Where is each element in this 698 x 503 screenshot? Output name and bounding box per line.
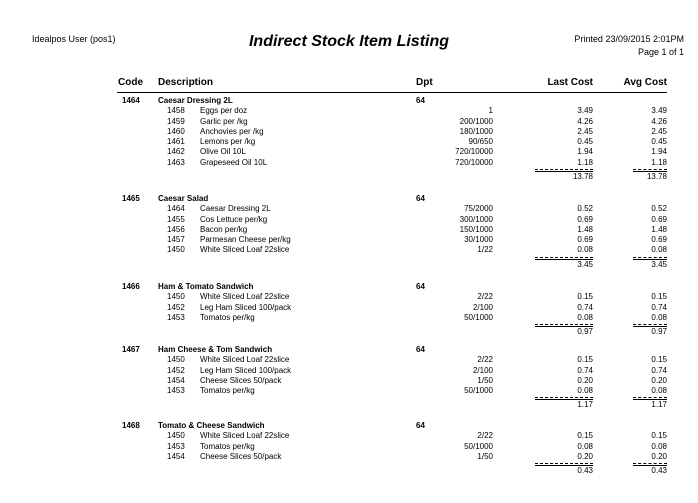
item-code: 1454 bbox=[167, 451, 185, 461]
item-description: Parmesan Cheese per/kg bbox=[200, 235, 291, 245]
total-avg-cost: 1.17 bbox=[651, 400, 667, 410]
item-avg-cost: 1.94 bbox=[651, 147, 667, 157]
item-code: 1452 bbox=[167, 302, 185, 312]
stock-group bbox=[0, 345, 698, 410]
item-avg-cost: 4.26 bbox=[651, 116, 667, 126]
report-user: Idealpos User (pos1) bbox=[32, 34, 116, 44]
item-code: 1452 bbox=[167, 365, 185, 375]
item-avg-cost: 0.74 bbox=[651, 302, 667, 312]
item-avg-cost: 0.08 bbox=[651, 386, 667, 396]
item-quantity: 2/100 bbox=[472, 302, 493, 312]
item-quantity: 1 bbox=[488, 106, 493, 116]
group-code: 1467 bbox=[122, 345, 140, 354]
total-avg-cost: 0.43 bbox=[651, 466, 667, 476]
item-description: Anchovies per /kg bbox=[200, 126, 264, 136]
printed-timestamp: Printed 23/09/2015 2:01PM bbox=[574, 34, 684, 44]
item-last-cost: 1.48 bbox=[577, 224, 593, 234]
item-last-cost: 0.08 bbox=[577, 312, 593, 322]
item-quantity: 2/22 bbox=[477, 431, 493, 441]
print-info bbox=[574, 33, 684, 59]
stock-group bbox=[0, 96, 698, 182]
item-code: 1453 bbox=[167, 386, 185, 396]
item-last-cost: 0.15 bbox=[577, 292, 593, 302]
total-last-cost: 1.17 bbox=[577, 400, 593, 410]
item-description: Cheese Slices 50/pack bbox=[200, 375, 282, 385]
item-avg-cost: 0.08 bbox=[651, 441, 667, 451]
item-avg-cost: 0.08 bbox=[651, 245, 667, 255]
item-quantity: 300/1000 bbox=[459, 214, 493, 224]
item-code: 1453 bbox=[167, 441, 185, 451]
item-description: Caesar Dressing 2L bbox=[200, 204, 271, 214]
item-code: 1462 bbox=[167, 147, 185, 157]
item-description: Eggs per doz bbox=[200, 106, 248, 116]
group-total-row bbox=[0, 260, 698, 270]
group-total-row bbox=[0, 400, 698, 410]
item-description: Cheese Slices 50/pack bbox=[200, 451, 282, 461]
item-description: Leg Ham Sliced 100/pack bbox=[200, 302, 292, 312]
stock-group bbox=[0, 194, 698, 270]
group-dpt: 64 bbox=[416, 421, 425, 430]
item-quantity: 720/10000 bbox=[455, 147, 493, 157]
group-total-row bbox=[0, 172, 698, 182]
item-last-cost: 0.15 bbox=[577, 431, 593, 441]
item-code: 1453 bbox=[167, 312, 185, 322]
total-avg-cost: 3.45 bbox=[651, 259, 667, 269]
item-description: White Sliced Loaf 22slice bbox=[200, 292, 290, 302]
item-last-cost: 0.08 bbox=[577, 245, 593, 255]
total-last-cost: 3.45 bbox=[577, 259, 593, 269]
item-avg-cost: 0.69 bbox=[651, 214, 667, 224]
item-code: 1464 bbox=[167, 204, 185, 214]
group-description: Tomato & Cheese Sandwich bbox=[158, 421, 265, 430]
total-last-cost: 0.97 bbox=[577, 327, 593, 337]
item-row bbox=[0, 431, 698, 441]
item-row bbox=[0, 366, 698, 376]
item-description: Tomatos per/kg bbox=[200, 312, 255, 322]
group-description: Ham Cheese & Tom Sandwich bbox=[158, 345, 273, 354]
item-avg-cost: 0.74 bbox=[651, 365, 667, 375]
item-avg-cost: 0.20 bbox=[651, 375, 667, 385]
item-code: 1450 bbox=[167, 431, 185, 441]
col-header-description: Description bbox=[158, 77, 214, 88]
item-quantity: 30/1000 bbox=[464, 235, 493, 245]
item-quantity: 50/1000 bbox=[464, 441, 493, 451]
item-code: 1463 bbox=[167, 157, 185, 167]
item-quantity: 720/10000 bbox=[455, 157, 493, 167]
report-title: Indirect Stock Item Listing bbox=[248, 33, 450, 50]
item-last-cost: 0.69 bbox=[577, 214, 593, 224]
total-avg-cost: 13.78 bbox=[646, 172, 667, 182]
item-quantity: 150/1000 bbox=[459, 224, 493, 234]
item-row bbox=[0, 303, 698, 313]
group-dpt: 64 bbox=[416, 345, 425, 354]
item-row bbox=[0, 225, 698, 235]
stock-group bbox=[0, 421, 698, 476]
item-row bbox=[0, 127, 698, 137]
item-avg-cost: 0.15 bbox=[651, 431, 667, 441]
item-code: 1456 bbox=[167, 224, 185, 234]
stock-group bbox=[0, 282, 698, 337]
item-row bbox=[0, 158, 698, 168]
item-code: 1455 bbox=[167, 214, 185, 224]
item-row bbox=[0, 235, 698, 245]
item-avg-cost: 1.18 bbox=[651, 157, 667, 167]
group-dpt: 64 bbox=[416, 282, 425, 291]
item-code: 1454 bbox=[167, 375, 185, 385]
item-quantity: 2/22 bbox=[477, 292, 493, 302]
group-header-row bbox=[0, 421, 698, 431]
item-quantity: 75/2000 bbox=[464, 204, 493, 214]
item-avg-cost: 3.49 bbox=[651, 106, 667, 116]
group-description: Caesar Dressing 2L bbox=[158, 96, 233, 105]
item-avg-cost: 2.45 bbox=[651, 126, 667, 136]
group-dpt: 64 bbox=[416, 194, 425, 203]
item-last-cost: 0.52 bbox=[577, 204, 593, 214]
item-description: White Sliced Loaf 22slice bbox=[200, 431, 290, 441]
item-quantity: 1/22 bbox=[477, 245, 493, 255]
item-row bbox=[0, 313, 698, 323]
item-last-cost: 0.08 bbox=[577, 441, 593, 451]
item-quantity: 180/1000 bbox=[459, 126, 493, 136]
item-avg-cost: 1.48 bbox=[651, 224, 667, 234]
item-last-cost: 0.45 bbox=[577, 137, 593, 147]
header-divider bbox=[117, 92, 667, 93]
item-quantity: 2/22 bbox=[477, 355, 493, 365]
col-header-code: Code bbox=[118, 77, 143, 88]
item-row bbox=[0, 215, 698, 225]
item-code: 1460 bbox=[167, 126, 185, 136]
item-code: 1450 bbox=[167, 355, 185, 365]
group-code: 1466 bbox=[122, 282, 140, 291]
group-header-row bbox=[0, 282, 698, 292]
group-dpt: 64 bbox=[416, 96, 425, 105]
total-last-cost: 0.43 bbox=[577, 466, 593, 476]
item-last-cost: 1.94 bbox=[577, 147, 593, 157]
group-total-row bbox=[0, 466, 698, 476]
group-code: 1465 bbox=[122, 194, 140, 203]
item-quantity: 200/1000 bbox=[459, 116, 493, 126]
item-code: 1461 bbox=[167, 137, 185, 147]
item-avg-cost: 0.08 bbox=[651, 312, 667, 322]
item-avg-cost: 0.69 bbox=[651, 235, 667, 245]
item-last-cost: 0.74 bbox=[577, 302, 593, 312]
item-last-cost: 0.74 bbox=[577, 365, 593, 375]
item-description: Bacon per/kg bbox=[200, 224, 248, 234]
item-code: 1450 bbox=[167, 245, 185, 255]
group-code: 1464 bbox=[122, 96, 140, 105]
item-last-cost: 0.15 bbox=[577, 355, 593, 365]
item-last-cost: 0.20 bbox=[577, 375, 593, 385]
item-last-cost: 4.26 bbox=[577, 116, 593, 126]
item-description: Grapeseed Oil 10L bbox=[200, 157, 268, 167]
item-row bbox=[0, 376, 698, 386]
item-row bbox=[0, 292, 698, 302]
item-last-cost: 2.45 bbox=[577, 126, 593, 136]
group-description: Caesar Salad bbox=[158, 194, 209, 203]
item-quantity: 50/1000 bbox=[464, 312, 493, 322]
item-description: Cos Lettuce per/kg bbox=[200, 214, 268, 224]
item-description: Tomatos per/kg bbox=[200, 441, 255, 451]
item-description: Olive Oil 10L bbox=[200, 147, 246, 157]
item-quantity: 50/1000 bbox=[464, 386, 493, 396]
item-row bbox=[0, 386, 698, 396]
item-description: Garlic per /kg bbox=[200, 116, 248, 126]
group-description: Ham & Tomato Sandwich bbox=[158, 282, 254, 291]
item-row bbox=[0, 355, 698, 365]
item-description: Leg Ham Sliced 100/pack bbox=[200, 365, 292, 375]
item-avg-cost: 0.15 bbox=[651, 292, 667, 302]
item-description: White Sliced Loaf 22slice bbox=[200, 245, 290, 255]
item-row bbox=[0, 204, 698, 214]
group-code: 1468 bbox=[122, 421, 140, 430]
col-header-avg-cost: Avg Cost bbox=[623, 77, 667, 88]
item-last-cost: 0.08 bbox=[577, 386, 593, 396]
item-row bbox=[0, 245, 698, 255]
item-avg-cost: 0.52 bbox=[651, 204, 667, 214]
item-quantity: 1/50 bbox=[477, 451, 493, 461]
group-total-row bbox=[0, 327, 698, 337]
item-description: White Sliced Loaf 22slice bbox=[200, 355, 290, 365]
item-quantity: 2/100 bbox=[472, 365, 493, 375]
item-code: 1450 bbox=[167, 292, 185, 302]
item-row bbox=[0, 106, 698, 116]
total-last-cost: 13.78 bbox=[572, 172, 593, 182]
item-avg-cost: 0.15 bbox=[651, 355, 667, 365]
item-row bbox=[0, 137, 698, 147]
item-quantity: 90/650 bbox=[468, 137, 493, 147]
item-code: 1457 bbox=[167, 235, 185, 245]
page-number: Page 1 of 1 bbox=[637, 47, 684, 57]
item-avg-cost: 0.45 bbox=[651, 137, 667, 147]
item-description: Lemons per /kg bbox=[200, 137, 256, 147]
group-header-row bbox=[0, 345, 698, 355]
group-header-row bbox=[0, 96, 698, 106]
item-row bbox=[0, 452, 698, 462]
item-last-cost: 0.69 bbox=[577, 235, 593, 245]
item-row bbox=[0, 442, 698, 452]
item-code: 1459 bbox=[167, 116, 185, 126]
item-description: Tomatos per/kg bbox=[200, 386, 255, 396]
item-row bbox=[0, 117, 698, 127]
item-avg-cost: 0.20 bbox=[651, 451, 667, 461]
total-avg-cost: 0.97 bbox=[651, 327, 667, 337]
item-last-cost: 1.18 bbox=[577, 157, 593, 167]
item-last-cost: 0.20 bbox=[577, 451, 593, 461]
item-row bbox=[0, 147, 698, 157]
col-header-last-cost: Last Cost bbox=[547, 77, 593, 88]
item-code: 1458 bbox=[167, 106, 185, 116]
item-last-cost: 3.49 bbox=[577, 106, 593, 116]
col-header-dpt: Dpt bbox=[416, 77, 433, 88]
group-header-row bbox=[0, 194, 698, 204]
item-quantity: 1/50 bbox=[477, 375, 493, 385]
